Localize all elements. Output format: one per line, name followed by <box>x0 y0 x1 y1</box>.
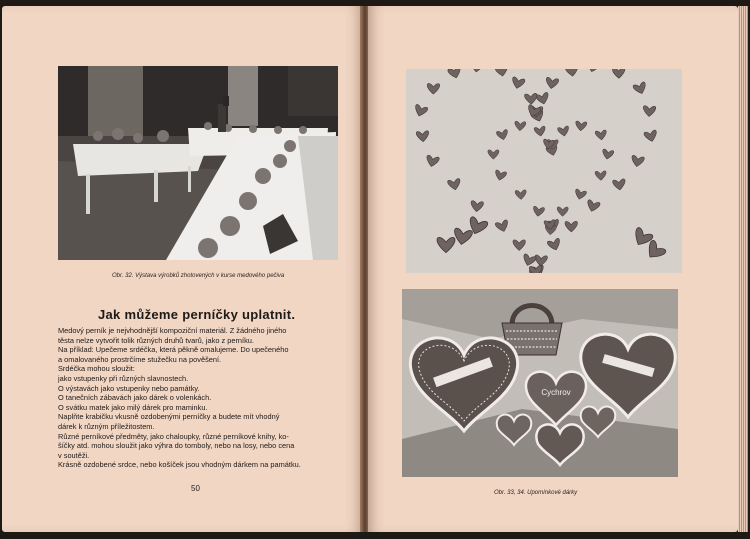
souvenir-gifts-photo <box>402 289 678 477</box>
text-line: O tanečních zábavách jako dárek o volenkách. <box>58 393 212 403</box>
text-line: Na příklad: Upečeme srdéčka, která pěkně omalujeme. Do upečeného <box>58 345 289 355</box>
text-line: v soutěži. <box>58 450 90 460</box>
exhibition-photo-caption: Obr. 32. Výstava výrobků zhotovených v kurse medového pečiva <box>112 273 285 279</box>
page-number: 50 <box>191 484 200 493</box>
text-line: a omalovaného prostrčíme stužečku na pověšení. <box>58 354 222 364</box>
text-line: šíčky atd. mohou sloužit jako výhra do tomboly, nebo na losy, nebo cena <box>58 441 295 451</box>
text-line: O výstavách jako vstupenky nebo památky. <box>58 383 200 393</box>
center-heart-label: Cychrov <box>541 388 571 397</box>
exhibition-photo <box>58 66 338 260</box>
text-line: Naplňte krabičku vkusně ozdobenými perníčky a budete mít vhodný <box>58 412 280 422</box>
body-text <box>58 326 343 470</box>
left-page <box>2 6 362 532</box>
heart-arrangement-photo <box>406 69 682 273</box>
souvenir-gifts-image <box>402 289 678 477</box>
text-line: jako vstupenky při různých slavnostech. <box>58 373 189 383</box>
text-line: těsta nelze vytvořit tolik různých druhů tvarů, jako z perníku. <box>58 335 254 345</box>
souvenir-photo-caption: Obr. 33, 34. Upomínkové dárky <box>494 490 578 496</box>
text-line: Různé perníkové předměty, jako chaloupky, různé perníkové knihy, ko- <box>58 431 289 441</box>
exhibition-photo-image <box>58 66 338 260</box>
text-line: Medový perník je nejvhodnější kompoziční materiál. Z žádného jiného <box>58 326 287 335</box>
section-heading: Jak můžeme perníčky uplatnit. <box>98 307 296 322</box>
page-edges <box>738 6 748 532</box>
text-line: O svátku matek jako milý dárek pro maminku. <box>58 402 208 412</box>
text-line: Krásně ozdobené srdce, nebo košíček jsou vhodným dárkem na památku. <box>58 460 301 470</box>
right-page <box>368 6 738 532</box>
heart-arrangement-image <box>406 69 682 273</box>
text-line: dárek k různým příležitostem. <box>58 421 155 431</box>
text-line: Srdéčka mohou sloužit: <box>58 364 135 374</box>
